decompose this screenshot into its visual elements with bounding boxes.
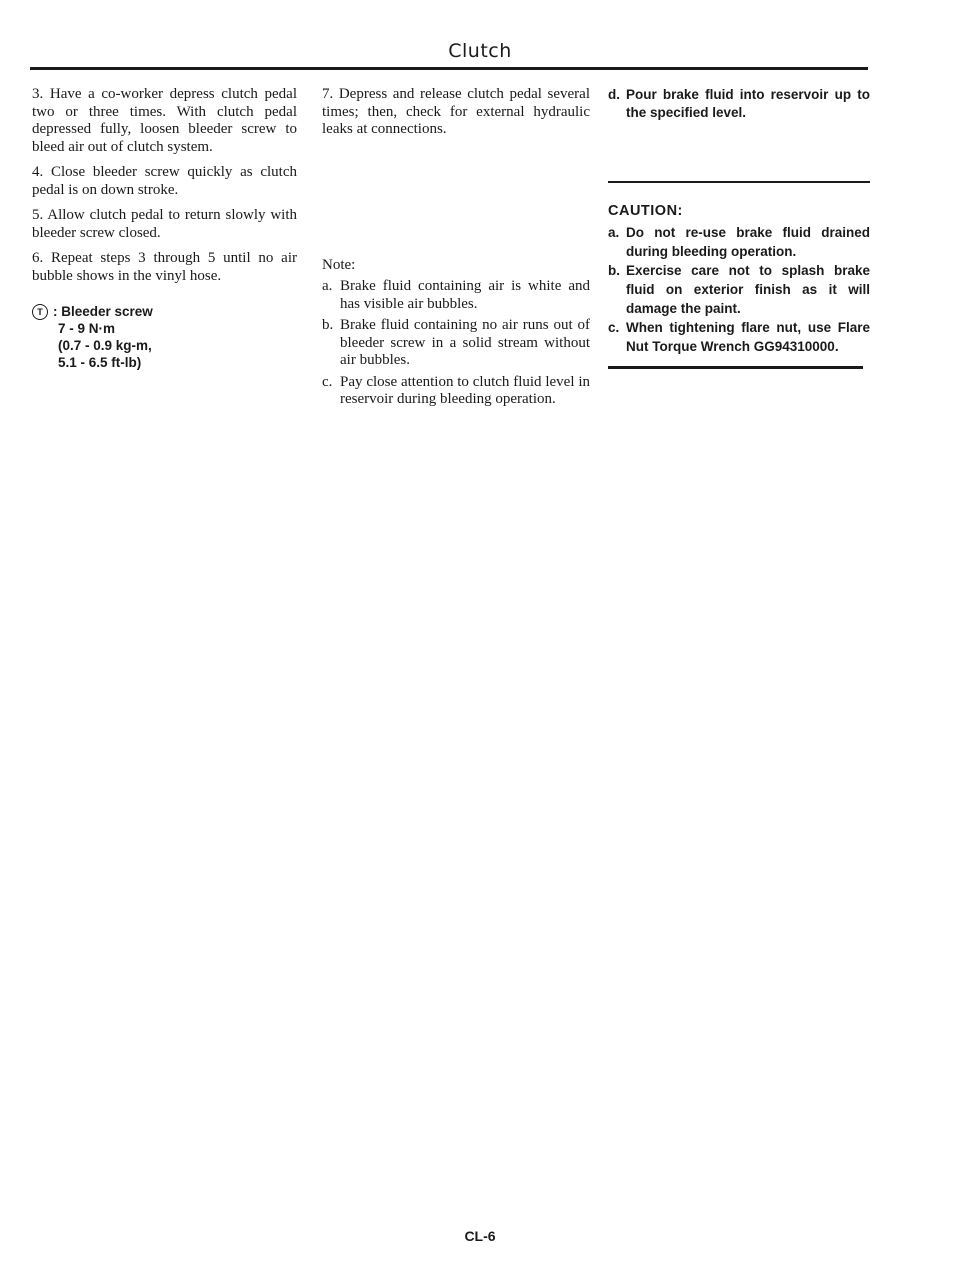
torque-label: : Bleeder screw — [53, 304, 153, 319]
caution-text: When tightening flare nut, use Flare Nut Torque Wrench GG94310000. — [626, 319, 870, 354]
note-text: Brake fluid containing air is white and has visible air bubbles. — [340, 278, 590, 312]
step-d-label: d. — [608, 87, 620, 102]
torque-icon: T — [32, 304, 48, 320]
note-item — [322, 278, 590, 313]
caution-item — [608, 223, 870, 261]
torque-spec — [32, 303, 297, 371]
caution-rule-top — [608, 181, 870, 183]
note-label: b. — [322, 317, 334, 333]
caution-item — [608, 318, 870, 356]
page-number: CL-6 — [464, 1228, 496, 1244]
step-4: 4. Close bleeder screw quickly as clutch pedal is on down stroke. — [32, 164, 297, 198]
caution-label: a. — [608, 224, 620, 240]
page-title: Clutch — [448, 40, 512, 62]
step-3: 3. Have a co-worker depress clutch pedal two or three times. With clutch pedal depressed fully, loosen bleeder screw to bleed air out of clutch system. — [32, 86, 297, 155]
step-d-text: Pour brake fluid into reservoir up to the specified level. — [626, 87, 870, 120]
note-title: Note: — [322, 256, 356, 273]
caution-box — [608, 203, 870, 356]
caution-item — [608, 261, 870, 318]
torque-value-ftlb: 5.1 - 6.5 ft-lb) — [58, 355, 142, 370]
column-middle — [322, 86, 590, 413]
torque-value-kgm: (0.7 - 0.9 kg-m, — [58, 338, 152, 353]
torque-value-nm: 7 - 9 N·m — [58, 321, 116, 336]
note-text: Brake fluid containing no air runs out of bleeder screw in a solid stream without air bubbles. — [340, 317, 590, 368]
step-6: 6. Repeat steps 3 through 5 until no air bubble shows in the vinyl hose. — [32, 250, 297, 284]
header-rule — [30, 67, 868, 70]
note-label: a. — [322, 278, 333, 294]
note-label: c. — [322, 373, 333, 390]
column-right — [608, 86, 870, 369]
caution-title: CAUTION: — [608, 203, 683, 219]
caution-label: b. — [608, 262, 620, 278]
caution-text: Exercise care not to splash brake fluid on exterior finish as it will damage the paint. — [626, 262, 870, 316]
caution-label: c. — [608, 319, 620, 335]
step-5: 5. Allow clutch pedal to return slowly with bleeder screw closed. — [32, 207, 297, 241]
note-item — [322, 317, 590, 370]
column-left — [32, 86, 297, 371]
caution-rule-bottom — [608, 366, 863, 369]
step-7: 7. Depress and release clutch pedal several times; then, check for external hydraulic leaks at connections. — [322, 86, 590, 137]
step-d — [608, 86, 870, 121]
note-item — [322, 374, 590, 409]
note-text: Pay close attention to clutch fluid level in reservoir during bleeding operation. — [340, 373, 590, 407]
caution-text: Do not re-use brake fluid drained during bleeding operation. — [626, 224, 870, 259]
